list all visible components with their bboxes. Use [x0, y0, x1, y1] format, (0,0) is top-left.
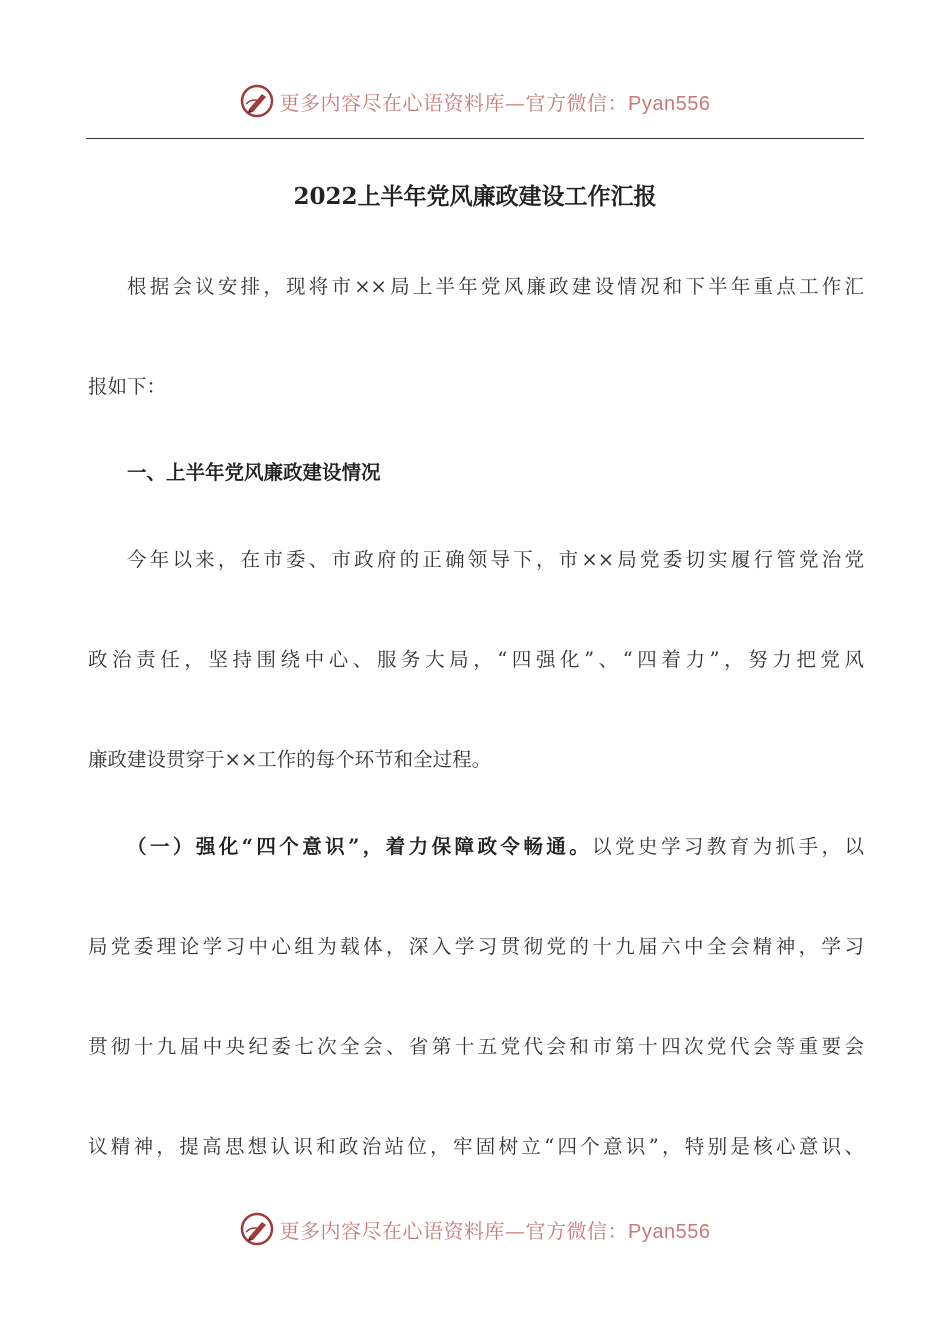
footer-watermark — [0, 1212, 950, 1246]
subsection-heading: （一）强化“四个意识”，着力保障政令畅通。 — [127, 835, 593, 858]
header-divider — [86, 138, 864, 139]
watermark-text: 更多内容尽在心语资料库—官方微信：Pyan556 — [279, 90, 711, 115]
paragraph-line: 根据会议安排，现将市××局上半年党风廉政建设情况和下半年重点工作汇 — [127, 275, 864, 298]
watermark-brand: Pyan556 — [628, 92, 711, 115]
pen-seal-logo-icon — [240, 84, 274, 118]
paragraph-line: 廉政建设贯穿于××工作的每个环节和全过程。 — [88, 748, 492, 771]
pen-seal-logo-icon — [240, 1212, 274, 1246]
document-title: 2022上半年党风廉政建设工作汇报 — [293, 183, 657, 210]
watermark-brand: Pyan556 — [628, 1220, 711, 1243]
header-watermark — [0, 84, 950, 118]
paragraph-line: 报如下： — [88, 375, 167, 398]
paragraph-line: 议精神，提高思想认识和政治站位，牢固树立“四个意识”，特别是核心意识、 — [88, 1135, 864, 1158]
paragraph-line: 政治责任，坚持围绕中心、服务大局，“四强化”、“四着力”，努力把党风 — [88, 648, 864, 671]
paragraph-line: 贯彻十九届中央纪委七次全会、省第十五党代会和市第十四次党代会等重要会 — [88, 1035, 864, 1058]
paragraph-line: 局党委理论学习中心组为载体，深入学习贯彻党的十九届六中全会精神，学习 — [88, 935, 864, 958]
watermark-text: 更多内容尽在心语资料库—官方微信：Pyan556 — [279, 1218, 711, 1243]
section-heading: 一、上半年党风廉政建设情况 — [127, 461, 381, 484]
paragraph-line: 今年以来，在市委、市政府的正确领导下，市××局党委切实履行管党治党 — [127, 548, 864, 571]
paragraph-text: 以党史学习教育为抓手，以 — [592, 835, 864, 858]
paragraph-line — [88, 834, 864, 860]
